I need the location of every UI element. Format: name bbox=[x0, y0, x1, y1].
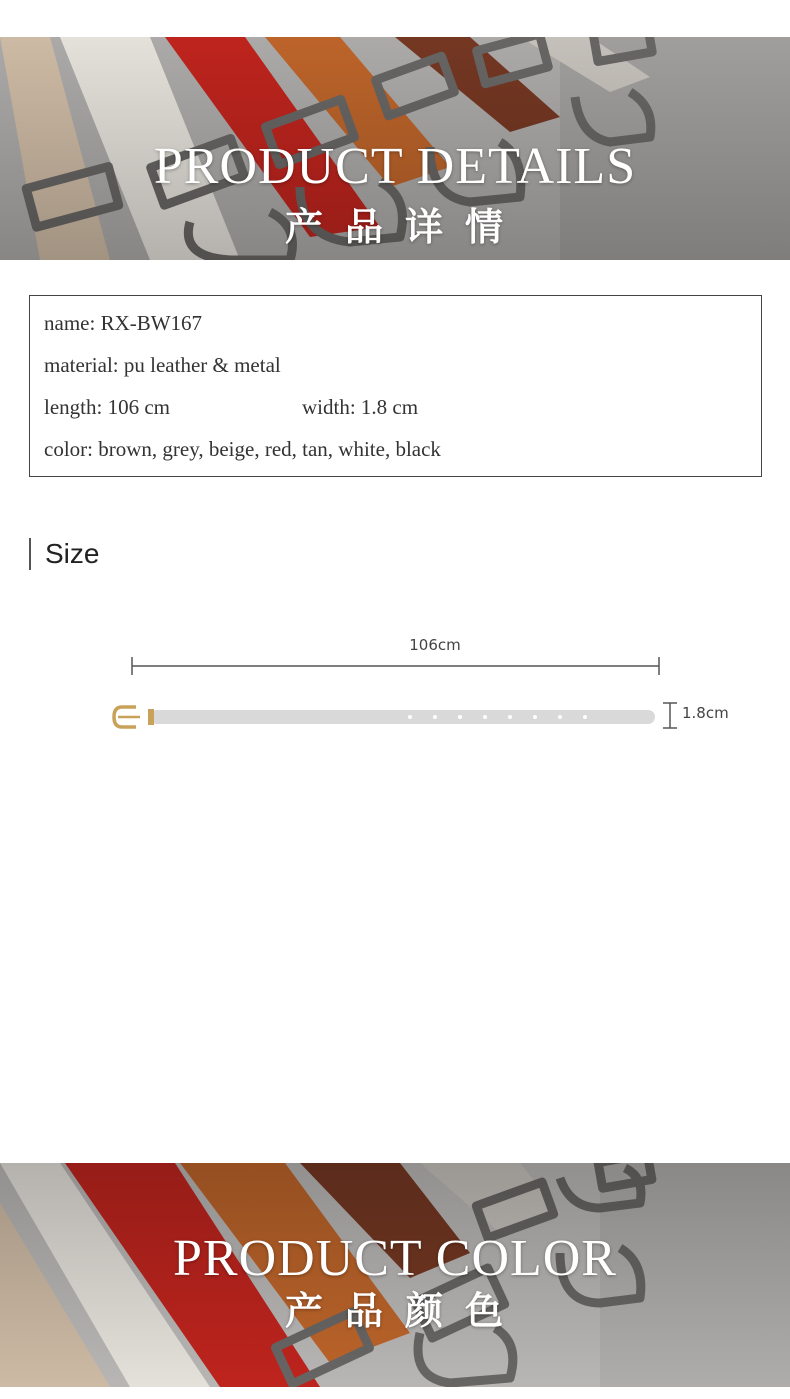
spec-name-value: RX-BW167 bbox=[100, 311, 203, 335]
length-dimension-line bbox=[132, 657, 659, 675]
spec-length-label: length: bbox=[44, 395, 103, 419]
spec-name-row bbox=[44, 308, 202, 338]
spec-material-label: material: bbox=[44, 353, 119, 377]
spec-color-value: brown, grey, beige, red, tan, white, black bbox=[98, 437, 441, 461]
spec-length-row bbox=[44, 392, 170, 422]
belt-buckle-icon bbox=[114, 707, 154, 727]
spec-width-label: width: bbox=[302, 395, 356, 419]
belt-strap bbox=[150, 710, 655, 724]
spec-length-value: 106 cm bbox=[107, 395, 170, 419]
details-banner-subtitle: 产品详情 bbox=[284, 204, 525, 249]
spec-material-row bbox=[44, 350, 281, 380]
spec-color-label: color: bbox=[44, 437, 93, 461]
spec-material-value: pu leather & metal bbox=[123, 353, 281, 377]
color-banner-subtitle: 产品颜色 bbox=[284, 1288, 525, 1333]
spec-color-row bbox=[44, 434, 441, 464]
belt-size-diagram bbox=[0, 630, 790, 750]
details-banner-title: PRODUCT DETAILS bbox=[153, 138, 637, 195]
product-details-banner bbox=[0, 37, 790, 260]
size-heading: Size bbox=[29, 538, 99, 570]
spec-name-label: name: bbox=[44, 311, 96, 335]
length-dimension-label: 106cm bbox=[409, 636, 461, 654]
product-color-banner bbox=[0, 1163, 790, 1387]
width-dimension-label: 1.8cm bbox=[682, 704, 729, 722]
spec-width-row bbox=[302, 392, 418, 422]
width-dimension-line bbox=[663, 703, 677, 728]
specifications-box bbox=[29, 295, 762, 477]
color-banner-title: PRODUCT COLOR bbox=[172, 1230, 617, 1287]
spec-width-value: 1.8 cm bbox=[360, 395, 419, 419]
